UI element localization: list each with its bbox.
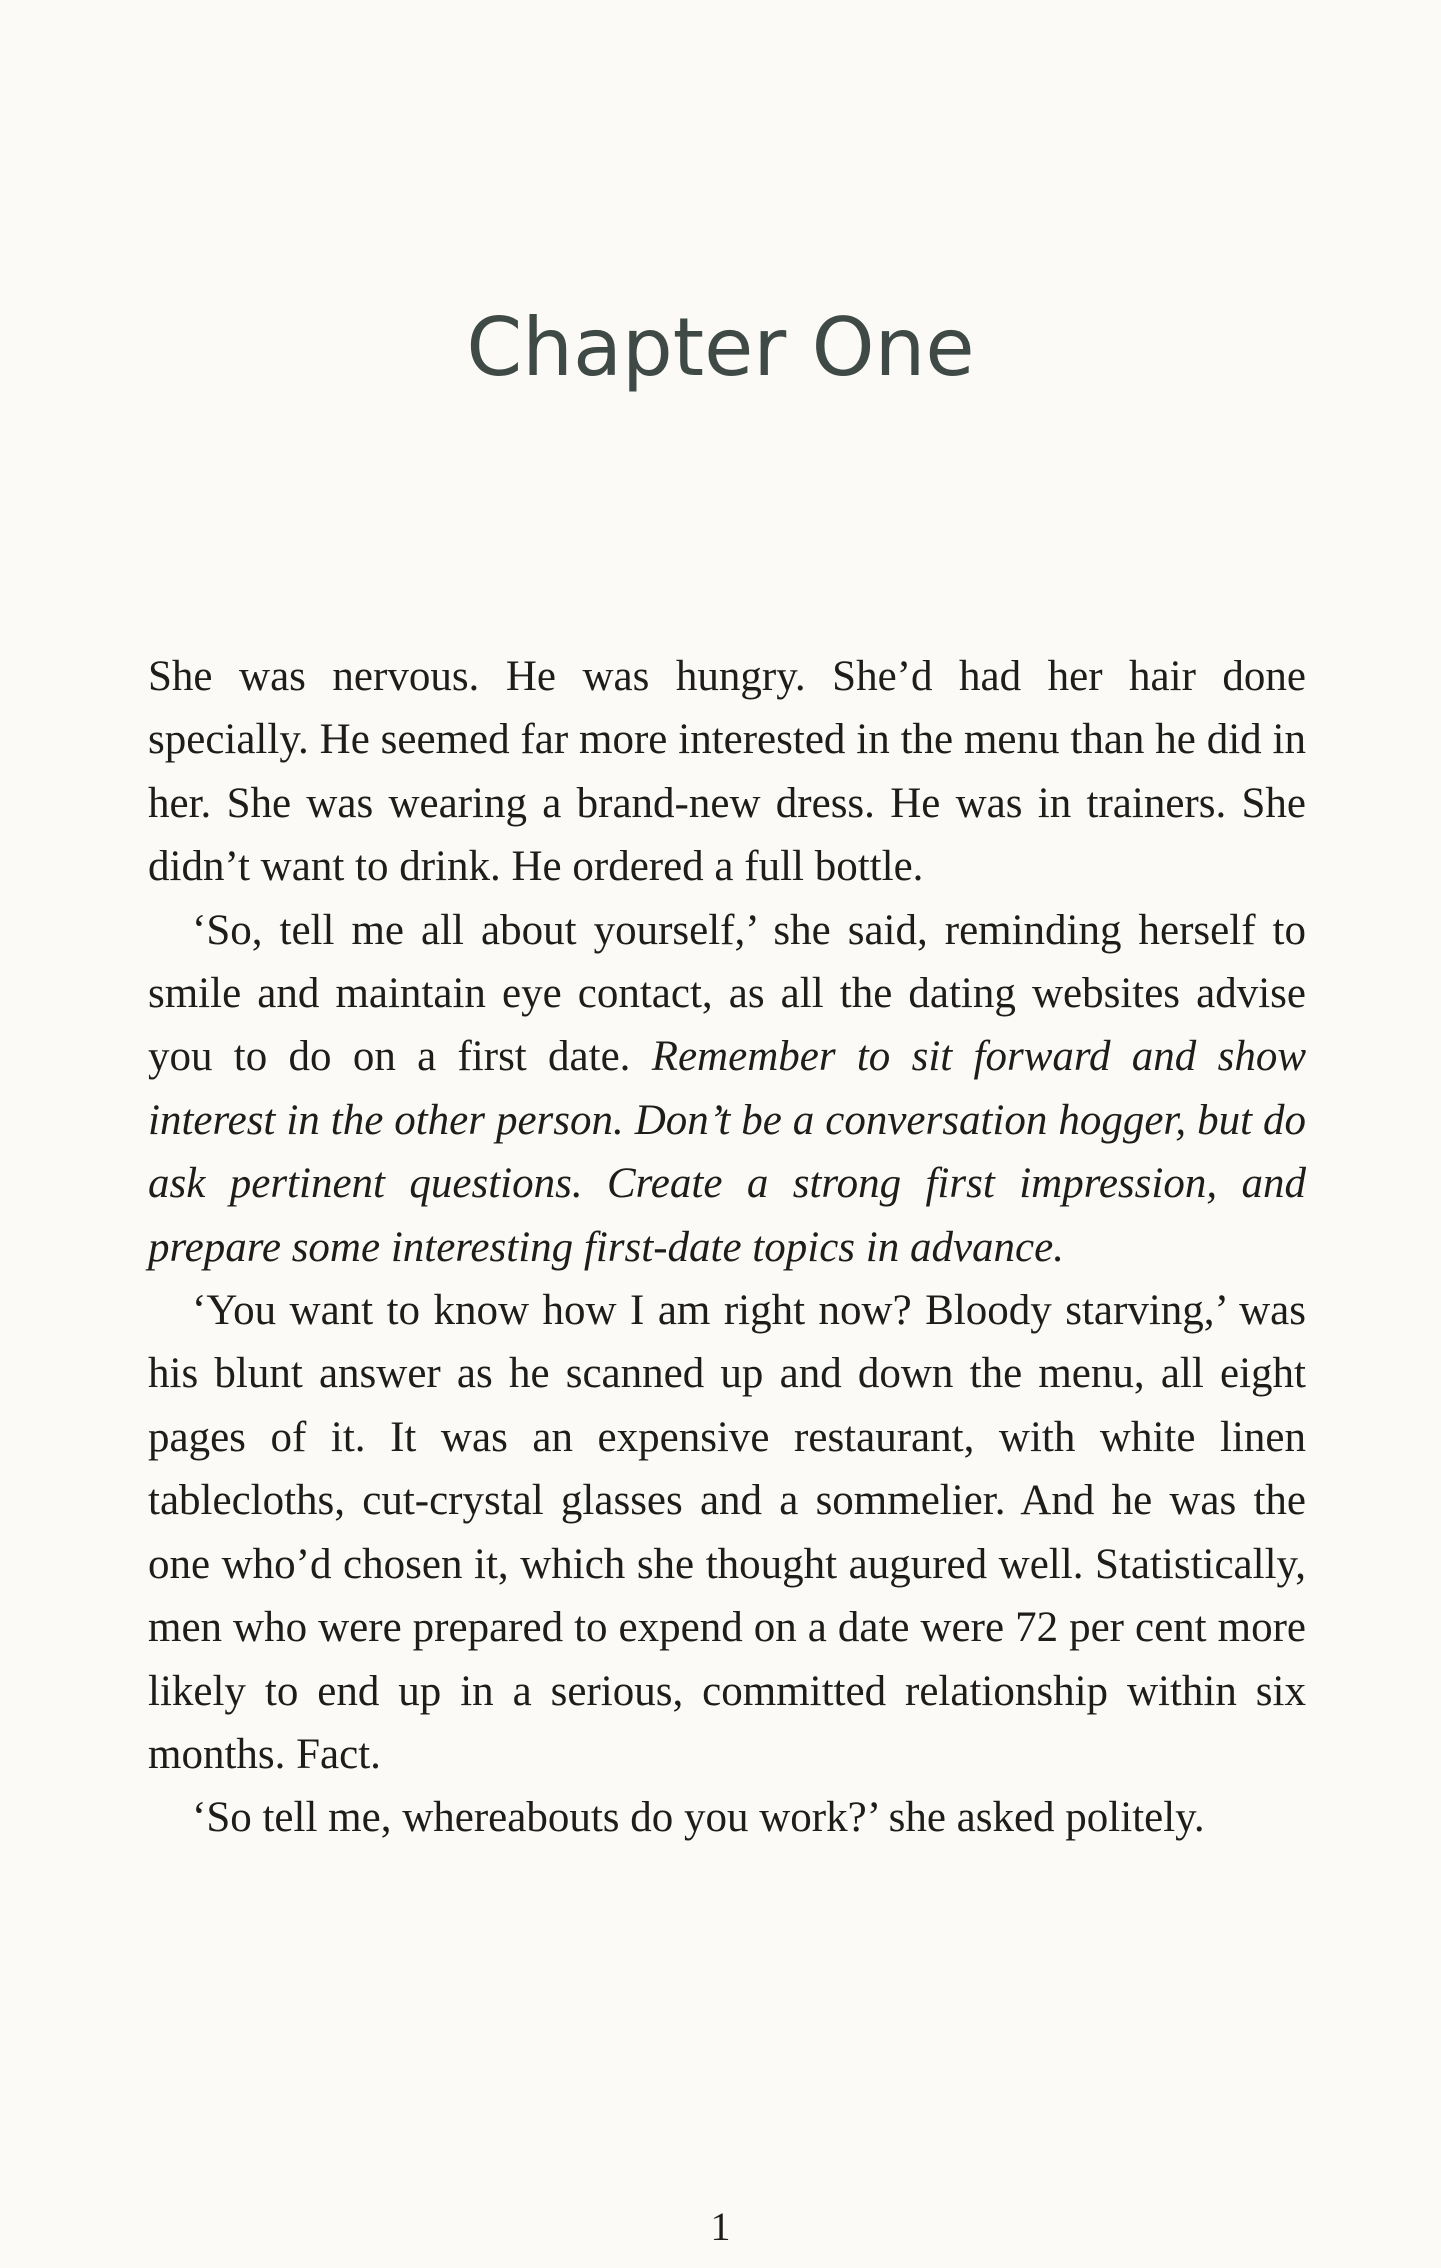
page-number: 1 — [710, 2204, 731, 2249]
paragraph-2 — [148, 899, 1306, 1279]
paragraph-4: ‘So tell me, whereabouts do you work?’ she asked politely. — [192, 1794, 1205, 1842]
paragraph-2-text: ‘So, tell me all about yourself,’ she said, reminding herself to smile and maintain eye contact, as all the dating websites advise you to do on a first date. — [148, 906, 1306, 1081]
paragraph-1: She was nervous. He was hungry. She’d had her hair done specially. He seemed far more interested in the menu than he did in her. She was wearing a brand-new dress. He was in trainers. She didn’t want to drink. He ordered a full bottle. — [148, 653, 1306, 891]
chapter-body — [148, 645, 1306, 1850]
chapter-title: Chapter One — [466, 301, 975, 394]
paragraph-2-italic: Remember to sit forward and show interest in the other person. Don’t be a conversation hogger, but do ask pertinent questions. Create a strong first impression, and prepare some interesting first-date topics in advance. — [148, 1033, 1306, 1271]
paragraph-3: ‘You want to know how I am right now? Bloody starving,’ was his blunt answer as he scanned up and down the menu, all eight pages of it. It was an expensive restaurant, with white linen tablecloths, cut-crystal glasses and a sommelier. And he was the one who’d chosen it, which she thought augured well. Statistically, men who were prepared to expend on a date were 72 per cent more likely to end up in a serious, committed relationship within six months. Fact. — [148, 1287, 1306, 1778]
